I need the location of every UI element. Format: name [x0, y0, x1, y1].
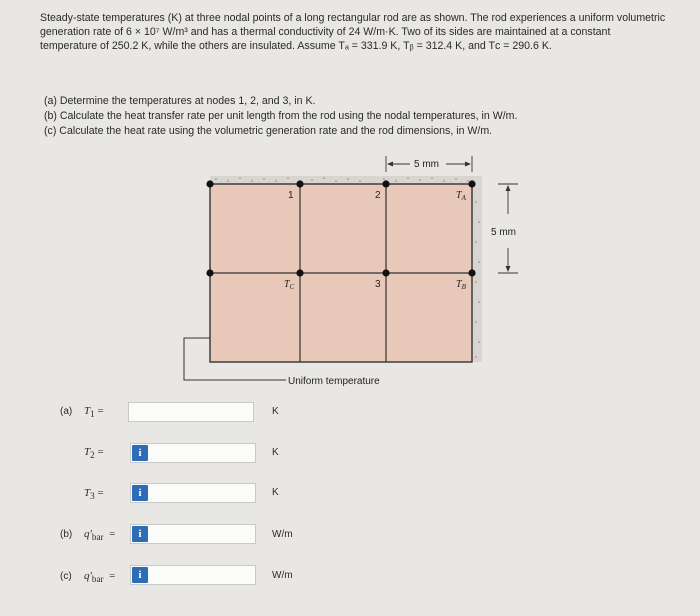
label-tb: $T_B$ — [456, 279, 466, 291]
rod-cross-section-figure — [180, 152, 520, 392]
info-icon[interactable]: i — [132, 526, 148, 542]
qbar-b-input[interactable] — [130, 524, 256, 544]
qbar-c-input[interactable] — [130, 565, 256, 585]
qbar-b-label: $q'_{bar}$ = — [84, 528, 116, 543]
insulated-top-edge — [210, 176, 478, 184]
node-2-label: 2 — [375, 190, 381, 201]
arrowhead — [506, 185, 511, 191]
problem-statement — [40, 11, 680, 53]
part-c-label: (c) — [60, 571, 72, 582]
t2-input[interactable] — [130, 443, 256, 463]
qbar-b-unit: W/m — [272, 529, 293, 540]
dimension-top-label: 5 mm — [414, 159, 439, 170]
t1-input[interactable] — [128, 402, 254, 422]
insulated-right-edge — [472, 176, 482, 362]
qbar-c-label: $q'_{bar}$ = — [84, 570, 116, 585]
node-dot — [206, 269, 213, 276]
question-b: (b) Calculate the heat transfer rate per unit length from the rod using the nodal temperatures, in W/m. — [44, 110, 518, 122]
t1-label: $T_1$ = — [84, 405, 104, 420]
t3-unit: K — [272, 487, 279, 498]
node-3-dot — [382, 269, 389, 276]
arrowhead — [506, 266, 511, 272]
node-b-dot — [468, 269, 475, 276]
node-2-dot — [382, 180, 389, 187]
info-icon[interactable]: i — [132, 485, 148, 501]
problem-line: Steady-state temperatures (K) at three nodal points of a long rectangular rod are as shown. The rod experiences a uniform volumetric — [40, 12, 666, 24]
label-ta: $T_A$ — [456, 190, 466, 202]
part-a-label: (a) — [60, 406, 73, 417]
node-dot — [206, 180, 213, 187]
info-icon[interactable]: i — [132, 567, 148, 583]
question-c: (c) Calculate the heat rate using the volumetric generation rate and the rod dimensions, in W/m. — [44, 125, 493, 137]
problem-line: temperature of 250.2 K, while the others are insulated. Assume Tₐ = 331.9 K, Tᵦ = 312.4 K, and Tᴄ = 290.6 K. — [40, 40, 552, 52]
node-3-label: 3 — [375, 279, 381, 290]
t1-unit: K — [272, 406, 279, 417]
qbar-c-unit: W/m — [272, 570, 293, 581]
label-tc: $T_C$ — [284, 279, 295, 291]
uniform-temperature-label: Uniform temperature — [288, 376, 380, 387]
question-a: (a) Determine the temperatures at nodes 1, 2, and 3, in K. — [44, 95, 316, 107]
node-1-label: 1 — [288, 190, 294, 201]
t2-unit: K — [272, 447, 279, 458]
node-a-dot — [468, 180, 475, 187]
t3-label: $T_3$ = — [84, 487, 104, 502]
problem-line: generation rate of 6 × 10⁷ W/m³ and has a thermal conductivity of 24 W/m·K. Two of its sides are maintained at a constant — [40, 26, 611, 38]
question-list — [44, 94, 517, 139]
t3-input[interactable] — [130, 483, 256, 503]
arrowhead — [465, 162, 471, 167]
node-c-dot — [296, 269, 303, 276]
t2-label: $T_2$ = — [84, 446, 104, 461]
info-icon[interactable]: i — [132, 445, 148, 461]
dimension-right-label: 5 mm — [491, 227, 516, 238]
arrowhead — [387, 162, 393, 167]
part-b-label: (b) — [60, 529, 73, 540]
node-1-dot — [296, 180, 303, 187]
